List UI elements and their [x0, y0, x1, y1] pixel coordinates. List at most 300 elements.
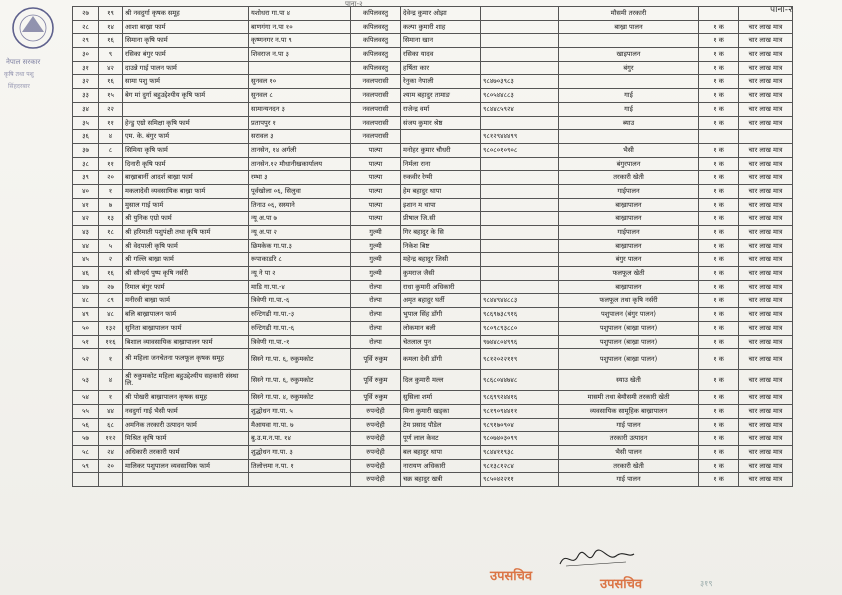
sector-cell: बाख्रापालन [559, 212, 699, 226]
farm-name-cell: श्री पोखरी बाख्रापालन कृषक समूह [123, 391, 249, 405]
contact-person-cell: रेनुका नेपाली [401, 75, 481, 89]
reference-number-cell: ७ [99, 198, 123, 212]
district-cell: रुपन्देही [351, 404, 401, 418]
sector-cell: व्यवसायिक सामूहिक बाख्रापालन [559, 404, 699, 418]
phone-number-cell: ९८४७०३९८३ [481, 75, 559, 89]
contact-person-cell: देवेन्द्र कुमार ओझा [401, 7, 481, 21]
row-number-cell: ३० [73, 48, 99, 62]
category-cell: १ क [699, 418, 739, 432]
address-cell: त्रिवेणी गा.पा.-६ [249, 294, 351, 308]
contact-person-cell: महेन्द्र बहादुर जिसी [401, 253, 481, 267]
row-number-cell: ३९ [73, 171, 99, 185]
address-cell: न्यू ने पा २ [249, 267, 351, 281]
farm-name-cell: श्री गल्लि बाख्रा फार्म [123, 253, 249, 267]
address-cell: सिस्ने गा.पा. ४, रुकुमकोट [249, 391, 351, 405]
sector-cell: गाई पालन [559, 473, 699, 487]
row-number-cell: ३२ [73, 75, 99, 89]
district-cell: पाल्पा [351, 157, 401, 171]
district-cell: रुपन्देही [351, 418, 401, 432]
reference-number-cell: ११२ [99, 432, 123, 446]
address-cell: रुन्टिगढी गा.पा.-३ [249, 308, 351, 322]
row-number-cell: ५० [73, 321, 99, 335]
farm-name-cell: रसिका बंगुर फार्म [123, 48, 249, 62]
sector-cell: बंगुर [559, 61, 699, 75]
category-cell: १ क [699, 61, 739, 75]
table-row [73, 239, 793, 253]
registry-table [72, 6, 793, 487]
farm-name-cell [123, 473, 249, 487]
district-cell: पाल्पा [351, 212, 401, 226]
district-cell: रोल्पा [351, 321, 401, 335]
contact-person-cell: रुकवीर रेग्मी [401, 171, 481, 185]
row-number-cell: ४९ [73, 308, 99, 322]
phone-number-cell [481, 239, 559, 253]
phone-number-cell [481, 171, 559, 185]
farm-name-cell: दाउन्ने गाई पालन फार्म [123, 61, 249, 75]
contact-person-cell: रसिका यादव [401, 48, 481, 62]
phone-number-cell: ९७४४८०४९९६ [481, 335, 559, 349]
address-cell: छिमकेक गा.पा.३ [249, 239, 351, 253]
farm-name-cell: बेग मां दुर्गा बहुउद्देश्यीय कृषि फार्म [123, 89, 249, 103]
farm-name-cell: श्री युनिक एग्रो फार्म [123, 212, 249, 226]
table-row [73, 308, 793, 322]
category-cell: १ क [699, 102, 739, 116]
category-cell: १ क [699, 294, 739, 308]
amount-cell: चार लाख मात्र [739, 370, 793, 391]
address-cell: माडि गा.पा.-४ [249, 280, 351, 294]
table-row [73, 198, 793, 212]
address-cell: सरावल ३ [249, 130, 351, 144]
district-cell: रोल्पा [351, 335, 401, 349]
sector-cell: गाई पालन [559, 418, 699, 432]
row-number-cell: ५९ [73, 459, 99, 473]
amount-cell [739, 130, 793, 144]
farm-name-cell: बलि बाख्रापालन फार्म [123, 308, 249, 322]
sector-cell: पशुपालन (बंगुर पालन) [559, 308, 699, 322]
contact-person-cell: अमृत बहादुर घर्ती [401, 294, 481, 308]
reference-number-cell: ५ [99, 239, 123, 253]
row-number-cell: ५३ [73, 370, 99, 391]
contact-person-cell: सुसिला शर्मा [401, 391, 481, 405]
amount-cell: चार लाख मात्र [739, 294, 793, 308]
amount-cell [739, 7, 793, 21]
phone-number-cell [481, 198, 559, 212]
amount-cell: चार लाख मात्र [739, 171, 793, 185]
reference-number-cell: २० [99, 459, 123, 473]
district-cell: पाल्पा [351, 143, 401, 157]
sector-cell: पशुपालन (बाख्रा पालन) [559, 335, 699, 349]
district-cell: पूर्वि रुकुम [351, 391, 401, 405]
table-row [73, 404, 793, 418]
contact-person-cell: लोकमान बली [401, 321, 481, 335]
reference-number-cell: १४ [99, 20, 123, 34]
amount-cell: चार लाख मात्र [739, 459, 793, 473]
district-cell: रुपन्देही [351, 445, 401, 459]
address-cell: सामान्यनदन ३ [249, 102, 351, 116]
sector-cell: खाइपालन [559, 48, 699, 62]
reference-number-cell: ४२ [99, 61, 123, 75]
amount-cell: चार लाख मात्र [739, 48, 793, 62]
category-cell: १ क [699, 184, 739, 198]
reference-number-cell: ४ [99, 370, 123, 391]
reference-number-cell: २४ [99, 445, 123, 459]
sector-cell: बंगुरपालन [559, 157, 699, 171]
contact-person-cell: निकेश बिष्ट [401, 239, 481, 253]
contact-person-cell: नारायण अधिकारी [401, 459, 481, 473]
contact-person-cell: चक्र बहादुर खत्री [401, 473, 481, 487]
farm-name-cell: सिमिया कृषि फार्म [123, 143, 249, 157]
address-cell: न्यू अ.पा ७ [249, 212, 351, 226]
category-cell: १ क [699, 198, 739, 212]
category-cell: १ क [699, 473, 739, 487]
district-cell: गुल्मी [351, 267, 401, 281]
table-row [73, 34, 793, 48]
contact-person-cell: संजय कुमार श्रेष्ठ [401, 116, 481, 130]
address-cell: सिस्ने गा.पा. ६, रुकुमकोट [249, 349, 351, 370]
phone-number-cell: ९८०८०१०९०८ [481, 143, 559, 157]
table-row [73, 418, 793, 432]
address-cell: रम्भा ३ [249, 171, 351, 185]
amount-cell: चार लाख मात्र [739, 239, 793, 253]
contact-person-cell: राजेन्द्र वर्मा [401, 102, 481, 116]
contact-person-cell: इशान म थापा [401, 198, 481, 212]
amount-cell: चार लाख मात्र [739, 321, 793, 335]
table-row [73, 445, 793, 459]
farm-name-cell: मुसाल गाई फार्म [123, 198, 249, 212]
district-cell: रुपन्देही [351, 473, 401, 487]
sector-cell: पशुपालन (बाख्रा पालन) [559, 349, 699, 370]
address-cell: शुद्धोधन गा.पा. ५ [249, 404, 351, 418]
category-cell: १ क [699, 445, 739, 459]
row-number-cell: ५८ [73, 445, 99, 459]
farm-name-cell: अधिकारी तरकारी फार्म [123, 445, 249, 459]
table-row [73, 391, 793, 405]
reference-number-cell: ४८ [99, 308, 123, 322]
table-row [73, 473, 793, 487]
table-row [73, 130, 793, 144]
table-row [73, 184, 793, 198]
district-cell: कपिलवस्तु [351, 34, 401, 48]
district-cell: गुल्मी [351, 239, 401, 253]
phone-number-cell: ९८०५४४८८३ [481, 89, 559, 103]
address-cell: त्रिवेणी गा.पा.-१ [249, 335, 351, 349]
phone-number-cell: ९८१२०२२११९ [481, 349, 559, 370]
phone-number-cell: ९८४४८५९२४ [481, 102, 559, 116]
district-cell: रोल्पा [351, 294, 401, 308]
category-cell: १ क [699, 404, 739, 418]
deputy-secretary-label: उपसचिव [490, 569, 533, 584]
address-cell: बु.उ.म.न.पा. १४ [249, 432, 351, 446]
phone-number-cell: ९८४४९४४८८३ [481, 294, 559, 308]
address-cell: रूपाकाडरि ८ [249, 253, 351, 267]
sector-cell: तरकारी खेती [559, 171, 699, 185]
sector-cell: तरकारी खेती [559, 459, 699, 473]
table-row [73, 335, 793, 349]
row-number-cell: ५६ [73, 418, 99, 432]
sector-cell: ब्याउ [559, 116, 699, 130]
category-cell: १ क [699, 226, 739, 240]
category-cell: १ क [699, 212, 739, 226]
deputy-secretary-label-2: उपसचिव [600, 577, 643, 592]
category-cell: १ क [699, 116, 739, 130]
district-cell: कपिलवस्तु [351, 20, 401, 34]
sector-cell [559, 75, 699, 89]
table-row [73, 7, 793, 21]
table-row [73, 294, 793, 308]
category-cell: १ क [699, 335, 739, 349]
farm-name-cell: दिनारी कृषि फार्म [123, 157, 249, 171]
phone-number-cell [481, 253, 559, 267]
address-cell: शिवराज न.पा ३ [249, 48, 351, 62]
farm-name-cell: आशा बाख्रा फार्म [123, 20, 249, 34]
address-cell [249, 61, 351, 75]
amount-cell: चार लाख मात्र [739, 157, 793, 171]
address-cell: कृष्णनगर न.पा ९ [249, 34, 351, 48]
farm-name-cell: सामा पशु फार्म [123, 75, 249, 89]
table-row [73, 143, 793, 157]
sector-cell: भैसी पालन [559, 445, 699, 459]
reference-number-cell: २ [99, 253, 123, 267]
category-cell [699, 130, 739, 144]
reference-number-cell: १६ [99, 34, 123, 48]
reference-number-cell: ६८ [99, 418, 123, 432]
reference-number-cell: १३ [99, 212, 123, 226]
phone-number-cell [481, 280, 559, 294]
district-cell: कपिलवस्तु [351, 48, 401, 62]
phone-number-cell [481, 34, 559, 48]
sector-cell: फलफूल तथा कृषि नर्सरी [559, 294, 699, 308]
address-cell: यशोधरा गा.पा ४ [249, 7, 351, 21]
category-cell: १ क [699, 143, 739, 157]
table-row [73, 321, 793, 335]
reference-number-cell: ८९ [99, 294, 123, 308]
seal-icon [4, 8, 53, 90]
amount-cell: चार लाख मात्र [739, 61, 793, 75]
reference-number-cell: १८ [99, 226, 123, 240]
row-number-cell: ३५ [73, 116, 99, 130]
reference-number-cell: ९ [99, 48, 123, 62]
row-number-cell: ४६ [73, 267, 99, 281]
contact-person-cell: निर्मला राना [401, 157, 481, 171]
phone-number-cell [481, 184, 559, 198]
row-number-cell: २९ [73, 34, 99, 48]
phone-number-cell: ९८१२९४४४९९ [481, 130, 559, 144]
farm-name-cell: श्री वेदपाली कृषि फार्म [123, 239, 249, 253]
farm-name-cell: एम. के. बंगुर फार्म [123, 130, 249, 144]
table-row [73, 61, 793, 75]
farm-name-cell: बाख्राबार्नी आदर्श बाख्रा फार्म [123, 171, 249, 185]
amount-cell: चार लाख मात्र [739, 391, 793, 405]
contact-person-cell: बल बहादुर थापा [401, 445, 481, 459]
reference-number-cell: ११ [99, 116, 123, 130]
reference-number-cell: १६ [99, 267, 123, 281]
row-number-cell: ३६ [73, 130, 99, 144]
address-cell: सिस्ने गा.पा. ६, रुकुमकोट [249, 370, 351, 391]
district-cell: नवलपरासी [351, 102, 401, 116]
contact-person-cell: श्याम बहादुर तामाङ [401, 89, 481, 103]
phone-number-cell [481, 226, 559, 240]
amount-cell: चार लाख मात्र [739, 34, 793, 48]
farm-name-cell: अमनिक तरकारी उत्पादन फार्म [123, 418, 249, 432]
category-cell: १ क [699, 75, 739, 89]
table-row [73, 212, 793, 226]
reference-number-cell: १६ [99, 75, 123, 89]
farm-name-cell: श्री हरिमाती पशुपंक्षी तथा कृषि फार्म [123, 226, 249, 240]
sector-cell: बाख्रा पालन [559, 20, 699, 34]
contact-person-cell: दिल कुमारी मल्ल [401, 370, 481, 391]
amount-cell: चार लाख मात्र [739, 280, 793, 294]
phone-number-cell: ९८६८०४४७४८ [481, 370, 559, 391]
sector-cell: गाई [559, 89, 699, 103]
farm-name-cell: रिमाल बंगुर फार्म [123, 280, 249, 294]
row-number-cell: ४४ [73, 239, 99, 253]
address-cell: तानसेन.१२ मौधानीखकार्यालय [249, 157, 351, 171]
row-number-cell: ४७ [73, 280, 99, 294]
table-body [73, 7, 793, 487]
district-cell: पूर्वि रुकुम [351, 370, 401, 391]
table-row [73, 432, 793, 446]
row-number-cell: ४८ [73, 294, 99, 308]
district-cell: नवलपरासी [351, 130, 401, 144]
table-row [73, 253, 793, 267]
row-number-cell [73, 473, 99, 487]
category-cell: १ क [699, 391, 739, 405]
page-number: पाना-२ [770, 5, 793, 15]
sector-cell: बाख्रापालन [559, 280, 699, 294]
category-cell: १ क [699, 20, 739, 34]
address-cell: तानसेन, १४ अर्गली [249, 143, 351, 157]
sector-cell: मासमी तथा बेमौसमी तरकारी खेती [559, 391, 699, 405]
district-cell: पाल्पा [351, 198, 401, 212]
address-cell: बाणगंगा न.पा १० [249, 20, 351, 34]
reference-number-cell: ४ [99, 130, 123, 144]
sector-cell: बाख्रापालन [559, 198, 699, 212]
farm-name-cell: नवदुर्गा गाई भैसी फार्म [123, 404, 249, 418]
category-cell: १ क [699, 459, 739, 473]
row-number-cell: २८ [73, 20, 99, 34]
amount-cell: चार लाख मात्र [739, 198, 793, 212]
amount-cell: चार लाख मात्र [739, 473, 793, 487]
category-cell: १ क [699, 253, 739, 267]
contact-person-cell: चेतलाल पुन [401, 335, 481, 349]
category-cell: १ क [699, 157, 739, 171]
reference-number-cell: १ [99, 184, 123, 198]
phone-number-cell: ९८१९०९४४११ [481, 404, 559, 418]
phone-number-cell: ९८५०४२२११ [481, 473, 559, 487]
row-number-cell: २७ [73, 7, 99, 21]
farm-name-cell: हेन्डु एग्रो समिक्षा कृषि फार्म [123, 116, 249, 130]
amount-cell: चार लाख मात्र [739, 116, 793, 130]
farm-name-cell: मालिकर पशुपालन व्यवसायिक फार्म [123, 459, 249, 473]
reference-number-cell: १३२ [99, 321, 123, 335]
reference-number-cell: २२ [99, 102, 123, 116]
address-cell: सुनवल ८ [249, 89, 351, 103]
category-cell: १ क [699, 349, 739, 370]
district-cell: नवलपरासी [351, 116, 401, 130]
svg-text:कृषि तथा पशु: कृषि तथा पशु [4, 71, 34, 78]
phone-number-cell: ९८९१७०९०४ [481, 418, 559, 432]
sector-cell: भैसी [559, 143, 699, 157]
sector-cell: तरकारी उत्पादन [559, 432, 699, 446]
row-number-cell: ४५ [73, 253, 99, 267]
amount-cell: चार लाख मात्र [739, 308, 793, 322]
farm-name-cell: मकलादेवी व्यवसायिक बाख्रा फार्म [123, 184, 249, 198]
category-cell: १ क [699, 321, 739, 335]
contact-person-cell: राधा कुमारी अधिकारी [401, 280, 481, 294]
contact-person-cell: पूर्ण लाल केवट [401, 432, 481, 446]
table-row [73, 226, 793, 240]
table-row [73, 459, 793, 473]
phone-number-cell [481, 157, 559, 171]
address-cell: सुनवल १० [249, 75, 351, 89]
phone-number-cell: ९८०९८९३८८० [481, 321, 559, 335]
farm-name-cell: श्री रुकुमकोट महिला बहुउद्देश्यीय सहकारी संस्था लि. [123, 370, 249, 391]
svg-text:सिंहदरबार: सिंहदरबार [8, 83, 30, 90]
category-cell: १ क [699, 267, 739, 281]
farm-name-cell: श्री नवदुर्गा कृषक समूह [123, 7, 249, 21]
farm-name-cell: बिशाल व्यावसायिक बाख्रापालन फार्म [123, 335, 249, 349]
row-number-cell: ५२ [73, 349, 99, 370]
amount-cell: चार लाख मात्र [739, 226, 793, 240]
row-number-cell: ३७ [73, 143, 99, 157]
reference-number-cell: ४४ [99, 404, 123, 418]
contact-person-cell: सिमाना खान [401, 34, 481, 48]
phone-number-cell [481, 7, 559, 21]
phone-number-cell [481, 212, 559, 226]
district-cell: कपिलवस्तु [351, 61, 401, 75]
farm-name-cell: मनीरवी बाख्रा फार्म [123, 294, 249, 308]
district-cell: रुपन्देही [351, 459, 401, 473]
phone-number-cell [481, 267, 559, 281]
contact-person-cell: हर्षिता कार [401, 61, 481, 75]
row-number-cell: ४३ [73, 226, 99, 240]
sector-cell [559, 130, 699, 144]
category-cell: १ क [699, 308, 739, 322]
phone-number-cell [481, 116, 559, 130]
amount-cell: चार लाख मात्र [739, 349, 793, 370]
reference-number-cell: ८ [99, 143, 123, 157]
reference-number-cell: १९ [99, 7, 123, 21]
address-cell: न्यू अ.पा २ [249, 226, 351, 240]
table-row [73, 75, 793, 89]
sector-cell [559, 34, 699, 48]
contact-person-cell [401, 130, 481, 144]
row-number-cell: ३४ [73, 102, 99, 116]
table-row [73, 171, 793, 185]
farm-name-cell: सुनिता बाख्रापालन फार्म [123, 321, 249, 335]
row-number-cell: ५१ [73, 335, 99, 349]
contact-person-cell: कमला देवी डाँगी [401, 349, 481, 370]
phone-number-cell: ९८०७४०३०९९ [481, 432, 559, 446]
district-cell: रोल्पा [351, 308, 401, 322]
table-row [73, 349, 793, 370]
district-cell: रुपन्देही [351, 432, 401, 446]
amount-cell: चार लाख मात्र [739, 143, 793, 157]
category-cell: १ क [699, 280, 739, 294]
category-cell: १ क [699, 89, 739, 103]
signature [556, 548, 636, 570]
category-cell: १ क [699, 432, 739, 446]
amount-cell: चार लाख मात्र [739, 267, 793, 281]
district-cell: नवलपरासी [351, 89, 401, 103]
address-cell: शुद्धोधन गा.पा. ३ [249, 445, 351, 459]
district-cell: रोल्पा [351, 280, 401, 294]
top-mark: पाना-२ [345, 0, 363, 8]
farm-name-cell: मिश्रित कृषि फार्म [123, 432, 249, 446]
phone-number-cell [481, 61, 559, 75]
row-number-cell: ५७ [73, 432, 99, 446]
phone-number-cell: ९८६९९२४४१६ [481, 391, 559, 405]
